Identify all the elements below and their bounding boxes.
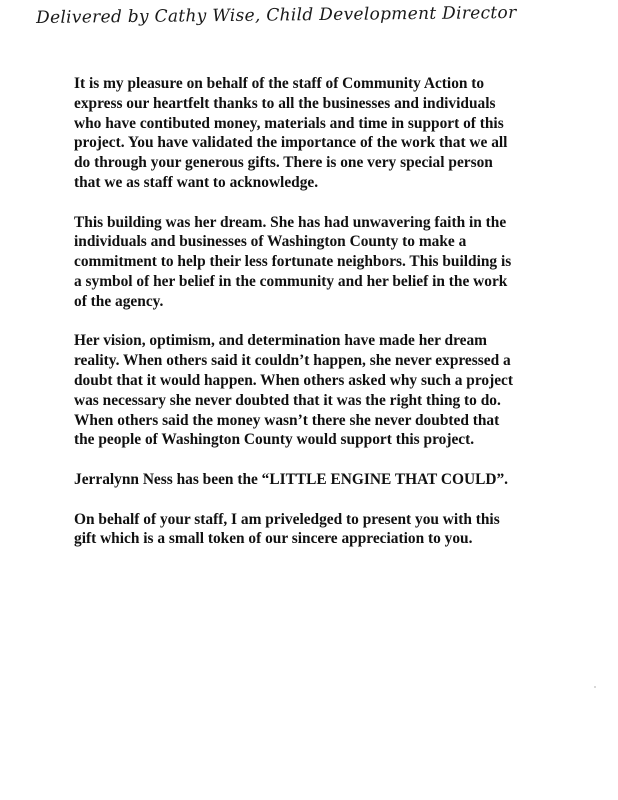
text-line: commitment to help their less fortunate neighbors. This building is [74,253,512,271]
text-line: It is my pleasure on behalf of the staff of Community Action to [74,75,485,92]
text-line: of the agency. [74,292,164,310]
text-line: When others said the money wasn’t there she never doubted that [74,411,500,429]
paragraph-building-dream [74,213,594,312]
handwritten-delivery-note: Delivered by Cathy Wise, Child Development Director [36,2,517,28]
text-line: gift which is a small token of our sincere appreciation to you. [74,530,473,548]
paragraph-vision [74,331,594,450]
text-line: doubt that it would happen. When others asked why such a project [74,371,514,389]
text-line: project. You have validated the importance of the work that we all [74,134,508,152]
text-line: express our heartfelt thanks to all the businesses and individuals [74,94,496,112]
text-line: was necessary she never doubted that it was the right thing to do. [74,391,501,409]
text-line: who have contibuted money, materials and time in support of this [74,114,504,132]
text-line: the people of Washington County would support this project. [74,431,475,449]
scan-speck [594,686,596,688]
text-line: do through your generous gifts. There is one very special person [74,154,493,172]
paragraph-gift [74,510,594,550]
letter-body [74,74,594,569]
text-line: reality. When others said it couldn’t happen, she never expressed a [74,352,511,370]
text-line: that we as staff want to acknowledge. [74,173,319,191]
text-line: a symbol of her belief in the community and her belief in the work [74,272,508,290]
text-line: Her vision, optimism, and determination have made her dream [74,332,487,350]
paragraph-little-engine [74,470,594,490]
text-line: On behalf of your staff, I am priveledged to present you with this [74,510,500,528]
text-line: individuals and businesses of Washington County to make a [74,233,467,251]
text-line: Jerralynn Ness has been the “LITTLE ENGINE THAT COULD”. [74,470,508,488]
paragraph-thanks [74,74,594,193]
text-line: This building was her dream. She has had unwavering faith in the [74,213,507,231]
